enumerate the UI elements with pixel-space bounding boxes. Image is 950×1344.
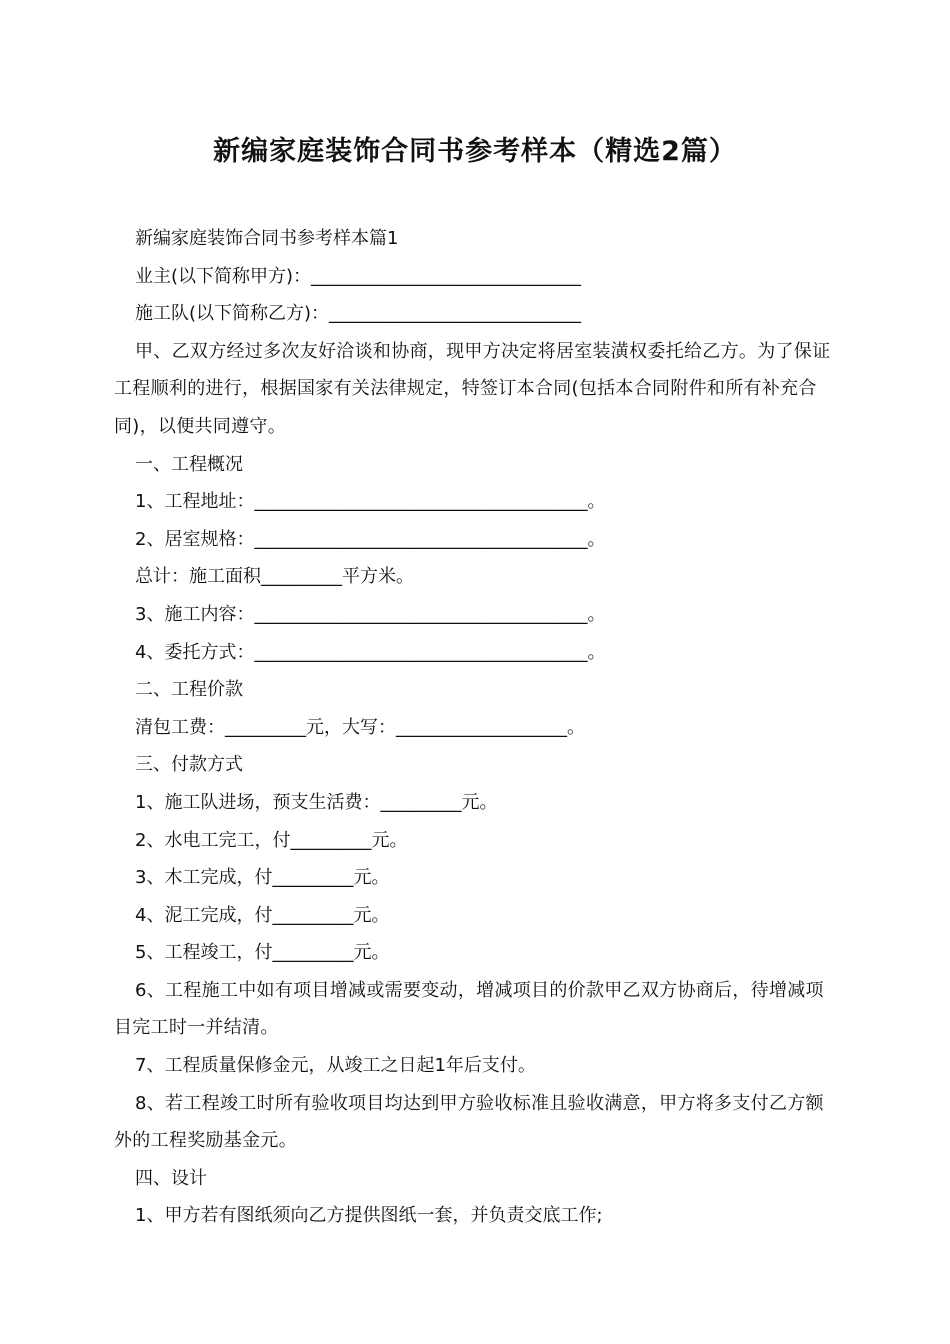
section-heading: 二、工程价款 — [135, 679, 243, 701]
section-heading: 四、设计 — [135, 1167, 207, 1189]
clause-line: 7、工程质量保修金元，从竣工之日起1年后支付。 — [135, 1055, 536, 1077]
clause-line: 2、居室规格：_____________________________________。 — [135, 528, 606, 550]
document-title: 新编家庭装饰合同书参考样本（精选2篇） — [213, 136, 737, 167]
section-heading: 一、工程概况 — [135, 453, 243, 475]
clause-line: 4、委托方式：_____________________________________。 — [135, 641, 606, 663]
clause-line: 4、泥工完成，付_________元。 — [135, 904, 390, 926]
clause-paragraph: 6、工程施工中如有项目增减或需要变动，增减项目的价款甲乙双方协商后，待增减项目完工时一并结清。 — [114, 979, 824, 1039]
document-body — [114, 220, 838, 1235]
clause-line: 总计：施工面积_________平方米。 — [135, 566, 414, 588]
clause-line: 1、甲方若有图纸须向乙方提供图纸一套，并负责交底工作; — [135, 1205, 603, 1227]
section-heading: 三、付款方式 — [135, 754, 243, 776]
owner-line: 业主(以下简称甲方)：______________________________ — [135, 265, 582, 287]
clause-line: 5、工程竣工，付_________元。 — [135, 942, 390, 964]
preamble-paragraph: 甲、乙双方经过多次友好洽谈和协商，现甲方决定将居室装潢权委托给乙方。为了保证工程顺利的进行，根据国家有关法律规定，特签订本合同(包括本合同附件和所有补充合同)，以便共同遵守。 — [114, 340, 831, 437]
section-heading: 新编家庭装饰合同书参考样本篇1 — [135, 228, 399, 249]
clause-line: 1、工程地址：_____________________________________。 — [135, 491, 606, 513]
contractor-line: 施工队(以下简称乙方)：____________________________ — [135, 303, 582, 325]
clause-line: 3、木工完成，付_________元。 — [135, 867, 390, 889]
clause-line: 1、施工队进场，预支生活费：_________元。 — [135, 791, 498, 813]
clause-line: 3、施工内容：_____________________________________。 — [135, 603, 606, 625]
clause-line: 2、水电工完工，付_________元。 — [135, 829, 408, 851]
clause-line: 清包工费：_________元，大写：___________________。 — [135, 716, 585, 738]
clause-paragraph: 8、若工程竣工时所有验收项目均达到甲方验收标准且验收满意，甲方将多支付乙方额外的工程奖励基金元。 — [114, 1092, 824, 1152]
